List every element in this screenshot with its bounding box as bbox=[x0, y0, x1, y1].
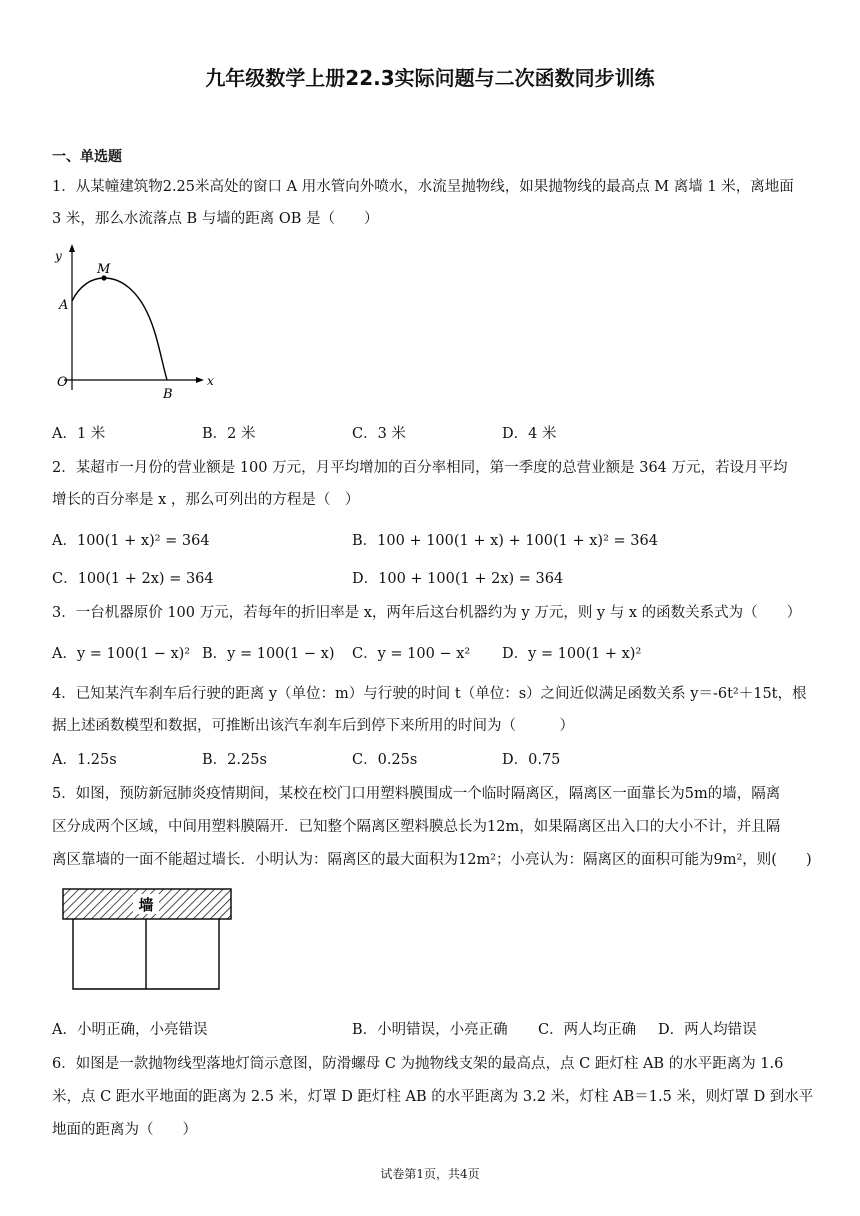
question-1-text-line-1: 1．从某幢建筑物2.25米高处的窗口 A 用水管向外喷水，水流呈抛物线，如果抛物线的最高点 M 离墙 1 米，离地面 bbox=[52, 179, 794, 195]
question-6-text-line-3: 地面的距离为（ ） bbox=[52, 1122, 197, 1138]
question-5-isolation-figure bbox=[58, 884, 238, 994]
question-2-text-line-2: 增长的百分率是 x ，那么可列出的方程是（ ） bbox=[52, 492, 360, 508]
page-footer: 试卷第1页，共4页 bbox=[380, 1167, 480, 1181]
question-5-option-b: B．小明错误，小亮正确 bbox=[352, 1022, 508, 1038]
label-x: x bbox=[207, 374, 214, 388]
question-2-option-b: B．100 + 100(1 + x) + 100(1 + x)² = 364 bbox=[352, 533, 658, 549]
question-1-text-line-2: 3 米，那么水流落点 B 与墙的距离 OB 是（ ） bbox=[52, 211, 379, 227]
question-1-option-a: A．1 米 bbox=[52, 426, 106, 442]
question-4-text-line-2: 据上述函数模型和数据，可推断出该汽车刹车后到停下来所用的时间为（ ） bbox=[52, 718, 574, 734]
question-4-option-d: D．0.75 bbox=[502, 752, 561, 768]
question-5-option-d: D．两人均错误 bbox=[658, 1022, 757, 1038]
question-5-option-a: A．小明正确，小亮错误 bbox=[52, 1022, 208, 1038]
question-5-option-c: C．两人均正确 bbox=[538, 1022, 637, 1038]
question-2-option-a: A．100(1 + x)² = 364 bbox=[52, 533, 210, 549]
question-1-option-c: C．3 米 bbox=[352, 426, 406, 442]
label-b: B bbox=[163, 387, 173, 400]
question-4-option-a: A．1.25s bbox=[52, 752, 117, 768]
question-4-option-c: C．0.25s bbox=[352, 752, 418, 768]
question-4-option-b: B．2.25s bbox=[202, 752, 267, 768]
wall-label: 墙 bbox=[138, 896, 154, 914]
question-6-text-line-1: 6．如图是一款抛物线型落地灯筒示意图，防滑螺母 C 为抛物线支架的最高点，点 C 距灯柱 AB 的水平距离为 1.6 bbox=[52, 1056, 784, 1072]
x-axis-arrow bbox=[196, 377, 204, 383]
question-3-option-c: C．y = 100 − x² bbox=[352, 646, 471, 662]
label-y: y bbox=[55, 249, 62, 263]
label-a: A bbox=[59, 298, 69, 313]
question-1-option-d: D．4 米 bbox=[502, 426, 557, 442]
question-3-option-b: B．y = 100(1 − x) bbox=[202, 646, 335, 662]
question-3-option-a: A．y = 100(1 − x)² bbox=[52, 646, 191, 662]
question-1-parabola-figure bbox=[50, 240, 220, 400]
question-3-option-d: D．y = 100(1 + x)² bbox=[502, 646, 642, 662]
question-5-text-line-3: 离区靠墙的一面不能超过墙长．小明认为：隔离区的最大面积为12m²；小亮认为：隔离区的面积可能为9m²，则( ) bbox=[52, 852, 812, 868]
label-o: O bbox=[57, 375, 68, 390]
label-m: M bbox=[97, 262, 111, 277]
y-axis-arrow bbox=[69, 244, 75, 252]
question-5-text-line-2: 区分成两个区域，中间用塑料膜隔开．已知整个隔离区塑料膜总长为12m，如果隔离区出入口的大小不计，并且隔 bbox=[52, 819, 781, 835]
question-2-text-line-1: 2．某超市一月份的营业额是 100 万元，月平均增加的百分率相同，第一季度的总营业额是 364 万元，若设月平均 bbox=[52, 460, 788, 476]
section-heading: 一、单选题 bbox=[52, 149, 122, 165]
page-title: 九年级数学上册22.3实际问题与二次函数同步训练 bbox=[205, 66, 655, 90]
question-2-option-d: D．100 + 100(1 + 2x) = 364 bbox=[352, 571, 564, 587]
parabola-curve bbox=[72, 278, 167, 380]
question-2-option-c: C．100(1 + 2x) = 364 bbox=[52, 571, 214, 587]
question-1-option-b: B．2 米 bbox=[202, 426, 256, 442]
question-3-text: 3．一台机器原价 100 万元，若每年的折旧率是 x，两年后这台机器约为 y 万元，则 y 与 x 的函数关系式为（ ） bbox=[52, 605, 802, 621]
question-6-text-line-2: 米，点 C 距水平地面的距离为 2.5 米，灯罩 D 距灯柱 AB 的水平距离为 3.2 米，灯柱 AB＝1.5 米，则灯罩 D 到水平 bbox=[52, 1089, 814, 1105]
question-5-text-line-1: 5．如图，预防新冠肺炎疫情期间，某校在校门口用塑料膜围成一个临时隔离区，隔离区一面靠长为5m的墙，隔离 bbox=[52, 786, 781, 802]
question-4-text-line-1: 4．已知某汽车刹车后行驶的距离 y（单位：m）与行驶的时间 t（单位：s）之间近似满足函数关系 y＝-6t²＋15t，根 bbox=[52, 686, 807, 702]
